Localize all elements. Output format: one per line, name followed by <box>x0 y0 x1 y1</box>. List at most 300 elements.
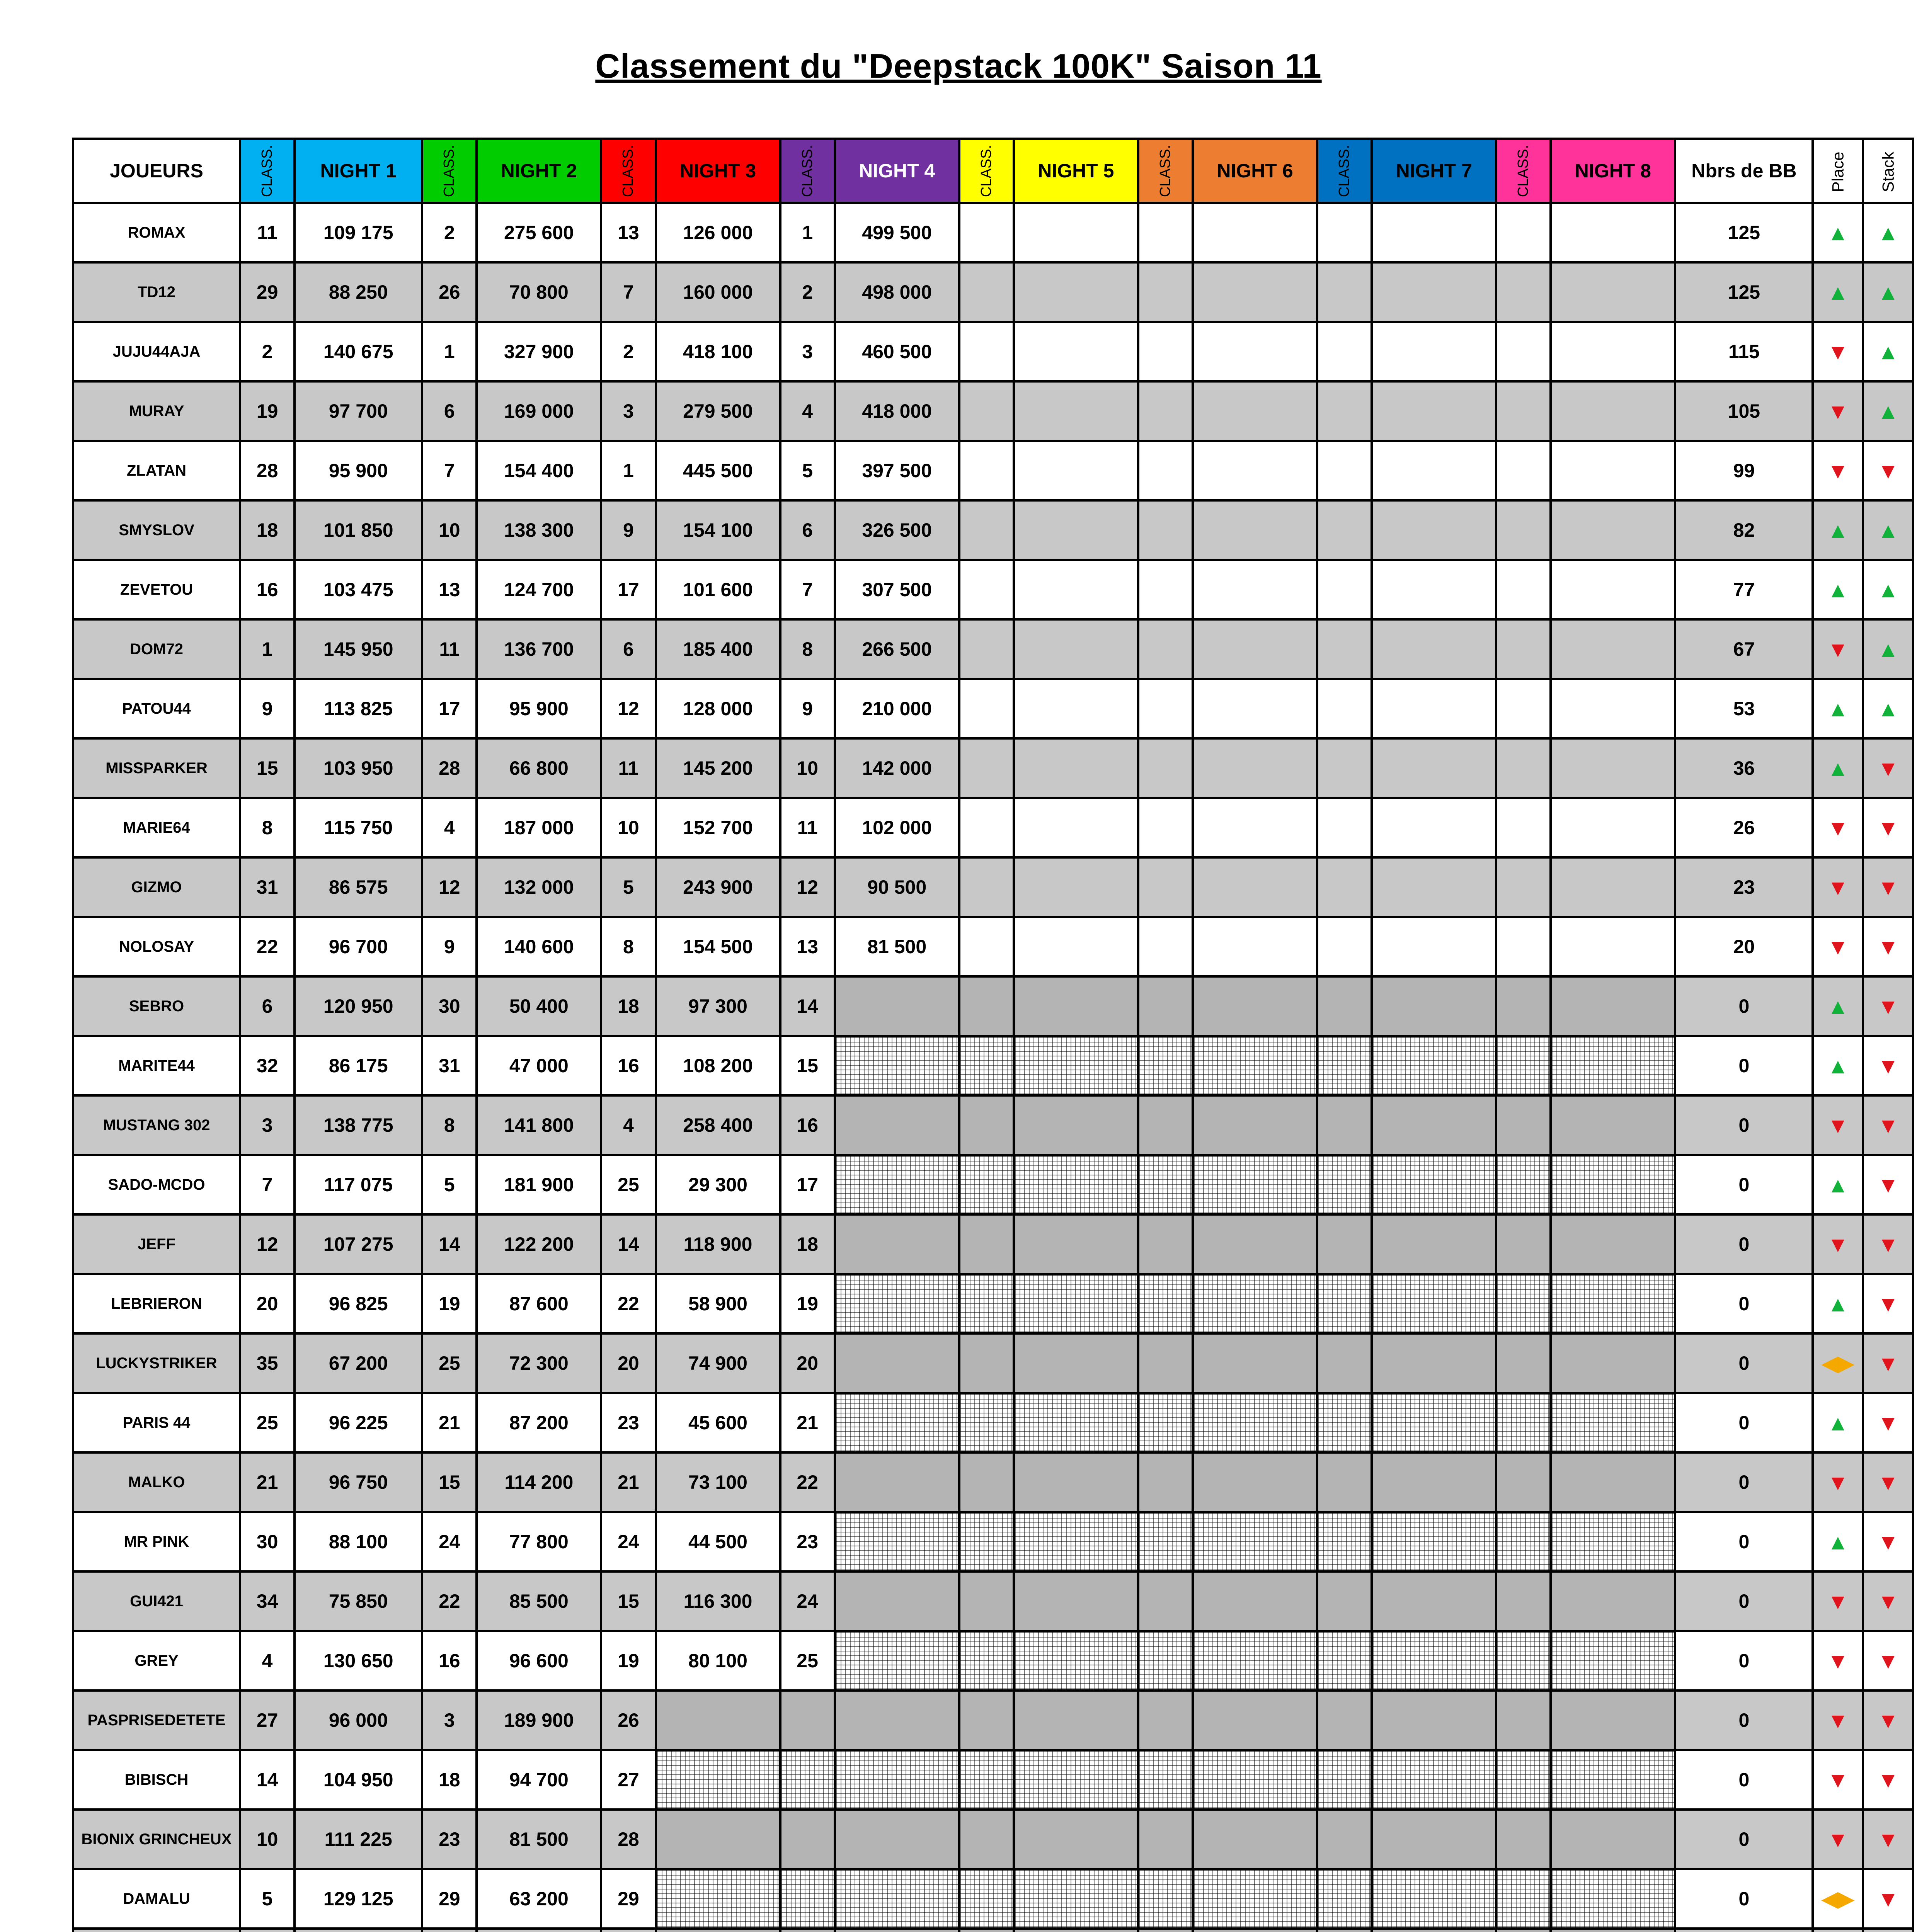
stack-night-1: 67 200 <box>295 1333 422 1393</box>
class-night-8 <box>1496 619 1551 679</box>
stack-night-4: 81 500 <box>835 917 959 976</box>
stack-night-1: 120 950 <box>295 976 422 1036</box>
class-night-8 <box>1496 1393 1551 1452</box>
place-down-icon: ▼ <box>1827 458 1849 483</box>
class-night-3: 27 <box>601 1750 655 1810</box>
place-trend-icon <box>1813 738 1863 798</box>
stack-trend-icon <box>1863 798 1913 857</box>
class-night-5 <box>959 1214 1014 1274</box>
table-row <box>73 322 1913 381</box>
stack-night-7 <box>1372 1571 1496 1631</box>
class-night-8 <box>1496 1512 1551 1571</box>
class-night-6 <box>1138 1690 1193 1750</box>
table-row <box>73 679 1913 738</box>
bb-count: 99 <box>1675 441 1813 500</box>
class-night-6 <box>1138 1750 1193 1810</box>
stack-night-7 <box>1372 1393 1496 1452</box>
bb-count <box>1675 1929 1813 1932</box>
stack-night-2: 189 900 <box>477 1690 601 1750</box>
stack-night-5 <box>1014 917 1138 976</box>
stack-night-5 <box>1014 1333 1138 1393</box>
stack-night-7 <box>1372 1929 1496 1932</box>
class-night-3: 21 <box>601 1452 655 1512</box>
player-name: PARIS 44 <box>73 1393 240 1452</box>
class-night-1: 18 <box>240 500 295 560</box>
class-night-1: 35 <box>240 1333 295 1393</box>
class-night-2: 21 <box>422 1393 477 1452</box>
stack-night-7 <box>1372 1274 1496 1333</box>
class-night-6 <box>1138 1036 1193 1095</box>
bb-count: 0 <box>1675 1095 1813 1155</box>
stack-night-3: 29 300 <box>656 1155 780 1214</box>
stack-night-2: 187 000 <box>477 798 601 857</box>
class-night-2: 14 <box>422 1214 477 1274</box>
class-night-6 <box>1138 381 1193 441</box>
place-trend-icon <box>1813 976 1863 1036</box>
table-row <box>73 1869 1913 1929</box>
place-down-icon: ▼ <box>1827 339 1849 364</box>
class-night-6 <box>1138 619 1193 679</box>
stack-night-6 <box>1193 203 1317 262</box>
class-night-8 <box>1496 798 1551 857</box>
stack-trend-icon <box>1863 1095 1913 1155</box>
stack-night-3: 243 900 <box>656 857 780 917</box>
player-name: PASPRISEDETETE <box>73 1690 240 1750</box>
class-night-6 <box>1138 976 1193 1036</box>
stack-night-5 <box>1014 1631 1138 1690</box>
class-night-6 <box>1138 1512 1193 1571</box>
stack-night-3: 160 000 <box>656 262 780 322</box>
class-night-6 <box>1138 1095 1193 1155</box>
stack-night-4 <box>835 1512 959 1571</box>
player-name: GREY <box>73 1631 240 1690</box>
stack-night-8 <box>1551 1869 1675 1929</box>
bb-count: 0 <box>1675 1452 1813 1512</box>
stack-night-6 <box>1193 976 1317 1036</box>
class-night-2: 4 <box>422 798 477 857</box>
stack-night-2: 72 300 <box>477 1333 601 1393</box>
stack-night-4 <box>835 1869 959 1929</box>
class-night-7 <box>1317 1512 1372 1571</box>
bb-count: 0 <box>1675 1155 1813 1214</box>
stack-night-8 <box>1551 441 1675 500</box>
stack-night-4: 326 500 <box>835 500 959 560</box>
class-night-2: 3 <box>422 1690 477 1750</box>
stack-night-4 <box>835 1155 959 1214</box>
class-night-8 <box>1496 679 1551 738</box>
bb-count: 0 <box>1675 1274 1813 1333</box>
stack-night-1: 145 950 <box>295 619 422 679</box>
class-night-5 <box>959 1274 1014 1333</box>
header-joueurs: JOUEURS <box>73 139 240 203</box>
stack-night-7 <box>1372 1631 1496 1690</box>
bb-count: 23 <box>1675 857 1813 917</box>
class-night-6 <box>1138 1810 1193 1869</box>
stack-night-3: 126 000 <box>656 203 780 262</box>
class-night-2: 15 <box>422 1452 477 1512</box>
place-down-icon: ▼ <box>1827 934 1849 959</box>
class-night-3 <box>601 1929 655 1932</box>
stack-trend-icon <box>1863 857 1913 917</box>
stack-trend-icon <box>1863 1690 1913 1750</box>
class-night-3: 18 <box>601 976 655 1036</box>
bb-count: 0 <box>1675 1690 1813 1750</box>
place-trend-icon <box>1813 500 1863 560</box>
class-night-6 <box>1138 738 1193 798</box>
place-trend-icon <box>1813 322 1863 381</box>
place-trend-icon <box>1813 619 1863 679</box>
class-night-7 <box>1317 738 1372 798</box>
stack-night-5 <box>1014 1512 1138 1571</box>
stack-night-8 <box>1551 1036 1675 1095</box>
class-night-7 <box>1317 1869 1372 1929</box>
class-night-4: 1 <box>780 203 835 262</box>
place-up-icon: ▲ <box>1827 1529 1849 1554</box>
class-night-8 <box>1496 1750 1551 1810</box>
header-class-6: CLASS. <box>1138 139 1193 203</box>
stack-down-icon: ▼ <box>1877 994 1899 1019</box>
header-night-4: NIGHT 4 <box>835 139 959 203</box>
class-night-8 <box>1496 262 1551 322</box>
class-night-4: 10 <box>780 738 835 798</box>
stack-night-2: 154 400 <box>477 441 601 500</box>
class-night-2: 7 <box>422 441 477 500</box>
stack-night-5 <box>1014 738 1138 798</box>
stack-night-1: 111 225 <box>295 1810 422 1869</box>
class-night-4: 21 <box>780 1393 835 1452</box>
place-trend-icon <box>1813 1869 1863 1929</box>
stack-trend-icon <box>1863 1393 1913 1452</box>
ranking-body <box>73 203 1913 1932</box>
stack-night-2: 70 800 <box>477 262 601 322</box>
stack-night-2: 181 900 <box>477 1155 601 1214</box>
class-night-4: 14 <box>780 976 835 1036</box>
place-up-icon: ▲ <box>1827 518 1849 543</box>
stack-night-1: 88 100 <box>295 1512 422 1571</box>
stack-night-8 <box>1551 500 1675 560</box>
stack-night-2: 85 500 <box>477 1571 601 1631</box>
class-night-6 <box>1138 1155 1193 1214</box>
stack-night-2: 141 800 <box>477 1095 601 1155</box>
class-night-6 <box>1138 1214 1193 1274</box>
stack-night-8 <box>1551 1512 1675 1571</box>
class-night-8 <box>1496 1155 1551 1214</box>
stack-night-5 <box>1014 381 1138 441</box>
class-night-4: 8 <box>780 619 835 679</box>
class-night-1: 10 <box>240 1810 295 1869</box>
class-night-1: 16 <box>240 560 295 619</box>
place-trend-icon <box>1813 203 1863 262</box>
stack-night-7 <box>1372 203 1496 262</box>
class-night-7 <box>1317 1036 1372 1095</box>
stack-trend-icon <box>1863 1155 1913 1214</box>
class-night-2: 1 <box>422 322 477 381</box>
class-night-7 <box>1317 1333 1372 1393</box>
class-night-7 <box>1317 976 1372 1036</box>
stack-trend-icon <box>1863 1512 1913 1571</box>
stack-night-5 <box>1014 1036 1138 1095</box>
class-night-3: 10 <box>601 798 655 857</box>
page-title: Classement du "Deepstack 100K" Saison 11 <box>595 47 1322 85</box>
stack-night-4 <box>835 1929 959 1932</box>
stack-night-5 <box>1014 857 1138 917</box>
class-night-5 <box>959 1810 1014 1869</box>
stack-down-icon: ▼ <box>1877 1113 1899 1138</box>
stack-night-7 <box>1372 1036 1496 1095</box>
player-name: ZEVETOU <box>73 560 240 619</box>
stack-up-icon: ▲ <box>1877 280 1899 304</box>
class-night-4 <box>780 1929 835 1932</box>
place-down-icon: ▼ <box>1827 815 1849 840</box>
stack-trend-icon <box>1863 1869 1913 1929</box>
class-night-5 <box>959 1869 1014 1929</box>
header-stack: Stack <box>1863 139 1913 203</box>
player-name: MALKO <box>73 1452 240 1512</box>
table-row <box>73 1452 1913 1512</box>
class-night-5 <box>959 1571 1014 1631</box>
class-night-2: 12 <box>422 857 477 917</box>
stack-night-5 <box>1014 1155 1138 1214</box>
stack-night-6 <box>1193 917 1317 976</box>
stack-night-3: 44 500 <box>656 1512 780 1571</box>
stack-night-2: 47 000 <box>477 1036 601 1095</box>
stack-night-2: 122 200 <box>477 1214 601 1274</box>
class-night-4 <box>780 1690 835 1750</box>
header-night-1: NIGHT 1 <box>295 139 422 203</box>
stack-night-6 <box>1193 1452 1317 1512</box>
stack-night-7 <box>1372 1810 1496 1869</box>
class-night-3: 9 <box>601 500 655 560</box>
player-name: MUSTANG 302 <box>73 1095 240 1155</box>
stack-night-3 <box>656 1929 780 1932</box>
stack-trend-icon <box>1863 203 1913 262</box>
stack-night-5 <box>1014 1810 1138 1869</box>
stack-night-6 <box>1193 1036 1317 1095</box>
class-night-8 <box>1496 738 1551 798</box>
class-night-6 <box>1138 560 1193 619</box>
stack-down-icon: ▼ <box>1877 1886 1899 1911</box>
class-night-8 <box>1496 560 1551 619</box>
class-night-5 <box>959 1631 1014 1690</box>
stack-night-4 <box>835 1750 959 1810</box>
stack-night-8 <box>1551 1095 1675 1155</box>
stack-night-8 <box>1551 1929 1675 1932</box>
stack-night-6 <box>1193 1810 1317 1869</box>
header-night-7: NIGHT 7 <box>1372 139 1496 203</box>
stack-night-7 <box>1372 619 1496 679</box>
header-class-3: CLASS. <box>601 139 655 203</box>
stack-night-6 <box>1193 1571 1317 1631</box>
class-night-7 <box>1317 381 1372 441</box>
stack-trend-icon <box>1863 1452 1913 1512</box>
place-trend-icon <box>1813 1750 1863 1810</box>
header-night-2: NIGHT 2 <box>477 139 601 203</box>
stack-night-8 <box>1551 976 1675 1036</box>
stack-night-5 <box>1014 1690 1138 1750</box>
table-row <box>73 1036 1913 1095</box>
class-night-7 <box>1317 679 1372 738</box>
stack-night-5 <box>1014 1393 1138 1452</box>
player-name: SADO-MCDO <box>73 1155 240 1214</box>
stack-down-icon: ▼ <box>1877 1351 1899 1376</box>
stack-trend-icon <box>1863 679 1913 738</box>
stack-night-2: 63 200 <box>477 1869 601 1929</box>
place-up-icon: ▲ <box>1827 1172 1849 1197</box>
stack-trend-icon <box>1863 619 1913 679</box>
stack-night-4 <box>835 1214 959 1274</box>
class-night-1: 9 <box>240 679 295 738</box>
class-night-5 <box>959 1155 1014 1214</box>
stack-night-7 <box>1372 381 1496 441</box>
class-night-4: 18 <box>780 1214 835 1274</box>
bb-count: 26 <box>1675 798 1813 857</box>
class-night-8 <box>1496 1631 1551 1690</box>
class-night-6 <box>1138 1274 1193 1333</box>
class-night-4: 20 <box>780 1333 835 1393</box>
stack-night-7 <box>1372 976 1496 1036</box>
stack-night-8 <box>1551 917 1675 976</box>
stack-night-3: 116 300 <box>656 1571 780 1631</box>
class-night-7 <box>1317 1690 1372 1750</box>
table-row <box>73 738 1913 798</box>
stack-night-3: 118 900 <box>656 1214 780 1274</box>
class-night-4: 15 <box>780 1036 835 1095</box>
class-night-2: 18 <box>422 1750 477 1810</box>
header-place: Place <box>1813 139 1863 203</box>
stack-night-1: 96 000 <box>295 1690 422 1750</box>
class-night-3: 11 <box>601 738 655 798</box>
stack-night-4: 460 500 <box>835 322 959 381</box>
place-up-icon: ▲ <box>1827 994 1849 1019</box>
stack-night-8 <box>1551 1690 1675 1750</box>
stack-night-4 <box>835 1452 959 1512</box>
place-trend-icon <box>1813 1571 1863 1631</box>
stack-night-6 <box>1193 560 1317 619</box>
player-name: BIBISCH <box>73 1750 240 1810</box>
stack-night-7 <box>1372 1869 1496 1929</box>
class-night-7 <box>1317 322 1372 381</box>
class-night-4: 24 <box>780 1571 835 1631</box>
stack-night-7 <box>1372 1512 1496 1571</box>
class-night-4 <box>780 1750 835 1810</box>
stack-night-3: 97 300 <box>656 976 780 1036</box>
class-night-7 <box>1317 1214 1372 1274</box>
header-class-8: CLASS. <box>1496 139 1551 203</box>
stack-night-2: 138 300 <box>477 500 601 560</box>
stack-night-3: 445 500 <box>656 441 780 500</box>
table-row <box>73 1750 1913 1810</box>
player-name: SEBRO <box>73 976 240 1036</box>
stack-night-3: 152 700 <box>656 798 780 857</box>
stack-night-1: 75 850 <box>295 1571 422 1631</box>
class-night-1: 27 <box>240 1690 295 1750</box>
stack-down-icon: ▼ <box>1877 1827 1899 1852</box>
bb-count: 0 <box>1675 1631 1813 1690</box>
stack-night-5 <box>1014 203 1138 262</box>
class-night-1: 8 <box>240 798 295 857</box>
class-night-3: 24 <box>601 1512 655 1571</box>
stack-night-8 <box>1551 322 1675 381</box>
class-night-1: 20 <box>240 1274 295 1333</box>
place-eq-icon: ◀▶ <box>1821 1886 1855 1911</box>
stack-trend-icon <box>1863 1571 1913 1631</box>
stack-down-icon: ▼ <box>1877 1053 1899 1078</box>
stack-night-1: 140 675 <box>295 322 422 381</box>
stack-night-5 <box>1014 976 1138 1036</box>
ranking-table <box>72 138 1914 1932</box>
class-night-7 <box>1317 1929 1372 1932</box>
class-night-3: 5 <box>601 857 655 917</box>
player-name: ZLATAN <box>73 441 240 500</box>
class-night-5 <box>959 381 1014 441</box>
class-night-5 <box>959 1095 1014 1155</box>
class-night-1 <box>240 1929 295 1932</box>
class-night-2: 5 <box>422 1155 477 1214</box>
class-night-4: 2 <box>780 262 835 322</box>
stack-night-2: 81 500 <box>477 1810 601 1869</box>
player-name: MR PINK <box>73 1512 240 1571</box>
stack-night-1: 138 775 <box>295 1095 422 1155</box>
place-up-icon: ▲ <box>1827 1291 1849 1316</box>
player-name: PATOU44 <box>73 679 240 738</box>
stack-trend-icon <box>1863 976 1913 1036</box>
stack-night-1: 117 075 <box>295 1155 422 1214</box>
class-night-5 <box>959 619 1014 679</box>
stack-night-4: 90 500 <box>835 857 959 917</box>
class-night-4: 23 <box>780 1512 835 1571</box>
stack-night-4 <box>835 1274 959 1333</box>
place-trend-icon <box>1813 857 1863 917</box>
stack-night-4: 266 500 <box>835 619 959 679</box>
stack-night-4: 210 000 <box>835 679 959 738</box>
class-night-5 <box>959 738 1014 798</box>
class-night-3: 6 <box>601 619 655 679</box>
stack-night-8 <box>1551 1274 1675 1333</box>
class-night-3: 16 <box>601 1036 655 1095</box>
place-down-icon: ▼ <box>1827 1827 1849 1852</box>
table-row <box>73 203 1913 262</box>
stack-night-3: 279 500 <box>656 381 780 441</box>
header-night-6: NIGHT 6 <box>1193 139 1317 203</box>
stack-trend-icon <box>1863 500 1913 560</box>
stack-night-1: 103 475 <box>295 560 422 619</box>
bb-count: 125 <box>1675 262 1813 322</box>
player-name: MARIE64 <box>73 798 240 857</box>
stack-night-2: 66 800 <box>477 738 601 798</box>
stack-night-4: 418 000 <box>835 381 959 441</box>
place-trend-icon <box>1813 1036 1863 1095</box>
class-night-4: 9 <box>780 679 835 738</box>
class-night-6 <box>1138 1631 1193 1690</box>
header-class-1: CLASS. <box>240 139 295 203</box>
stack-night-1: 96 700 <box>295 917 422 976</box>
stack-trend-icon <box>1863 1036 1913 1095</box>
table-row <box>73 619 1913 679</box>
stack-night-3 <box>656 1869 780 1929</box>
class-night-5 <box>959 1333 1014 1393</box>
class-night-8 <box>1496 1690 1551 1750</box>
stack-night-7 <box>1372 500 1496 560</box>
stack-trend-icon <box>1863 381 1913 441</box>
class-night-7 <box>1317 1571 1372 1631</box>
stack-down-icon: ▼ <box>1877 1291 1899 1316</box>
stack-night-3 <box>656 1690 780 1750</box>
class-night-8 <box>1496 1095 1551 1155</box>
player-name: SMYSLOV <box>73 500 240 560</box>
stack-night-8 <box>1551 1452 1675 1512</box>
stack-night-1: 96 225 <box>295 1393 422 1452</box>
table-row <box>73 1095 1913 1155</box>
